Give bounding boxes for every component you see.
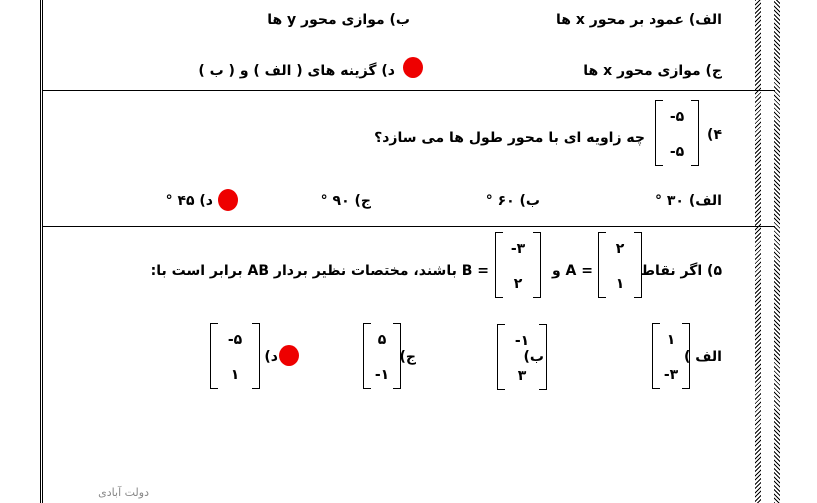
q5-point-a-x: ۲ xyxy=(615,241,625,257)
q4-number: ۴) xyxy=(707,127,722,143)
q5-point-a-matrix xyxy=(598,232,642,298)
q5-option-b-y: ۳ xyxy=(517,368,527,384)
q5-prefix: ۵) اگر نقاط xyxy=(640,263,722,279)
q5-option-c-x: ۵ xyxy=(377,332,387,348)
q5-option-c-label: ج) xyxy=(399,349,416,365)
q3-option-c: ج) موازی محور x ها xyxy=(583,63,722,79)
q4-question: چه زاویه ای با محور طول ها می سازد؟ xyxy=(374,130,645,146)
q5-option-a-matrix xyxy=(652,323,690,389)
q5-option-d-label: د) xyxy=(264,349,278,365)
q5-option-d-matrix xyxy=(210,323,260,389)
q5-option-b-label: ب) xyxy=(523,349,544,365)
q5-option-c-y: -۱ xyxy=(374,367,390,383)
q5-option-a-label: الف ) xyxy=(683,349,722,365)
right-page-border-inner xyxy=(774,0,780,503)
footer-author: دولت آبادی xyxy=(98,486,149,499)
q4-option-a: الف) ۳۰ ° xyxy=(655,193,722,209)
right-page-border xyxy=(755,0,761,503)
q3-option-b: ب) موازی محور y ها xyxy=(267,12,410,28)
q5-option-b-matrix xyxy=(497,324,547,390)
q5-point-b-y: ۲ xyxy=(513,276,523,292)
q4-option-b: ب) ۶۰ ° xyxy=(485,193,540,209)
q4-option-d: د) ۴۵ ° xyxy=(165,193,213,209)
q5-option-a-y: -۳ xyxy=(663,367,679,383)
q5-option-b-x: -۱ xyxy=(514,333,530,349)
q3-option-a: الف) عمود بر محور x ها xyxy=(556,12,722,28)
q4-option-c: ج) ۹۰ ° xyxy=(320,193,371,209)
left-page-border xyxy=(40,0,43,503)
q4-answer-mark xyxy=(218,189,238,211)
q5-point-b-matrix xyxy=(495,232,541,298)
q5-point-a-label: = A و xyxy=(551,263,593,279)
q5-point-b-x: -۳ xyxy=(510,241,526,257)
divider-line xyxy=(42,226,775,227)
q5-point-b-label: = B باشند، مختصات نظیر بردار AB برابر است با: xyxy=(150,263,489,279)
q3-option-d: د) گزینه های ( الف ) و ( ب ) xyxy=(198,63,395,79)
q4-vector xyxy=(655,100,699,166)
q5-point-a-y: ۱ xyxy=(615,276,625,292)
q5-option-d-y: ۱ xyxy=(230,367,240,383)
q5-option-d-x: -۵ xyxy=(227,332,243,348)
q5-option-a-x: ۱ xyxy=(666,332,676,348)
q4-vector-x: -۵ xyxy=(669,109,685,125)
q3-answer-mark xyxy=(403,57,423,78)
q4-vector-y: -۵ xyxy=(669,144,685,160)
q5-answer-mark xyxy=(279,345,299,366)
q5-option-c-matrix xyxy=(363,323,401,389)
divider-line xyxy=(42,90,775,91)
